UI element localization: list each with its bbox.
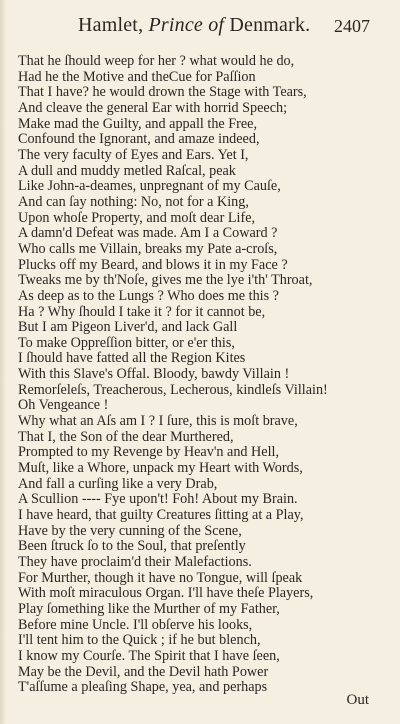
verse-line: That I have? he would drown the Stage with Tears, xyxy=(18,84,307,101)
verse-line: To make Oppreſſion bitter, or e'er this, xyxy=(18,334,235,351)
verse-line: They have proclaim'd their Malefactions. xyxy=(18,554,252,570)
verse-line: I'll tent him to the Quick ; if he but blench, xyxy=(18,632,261,649)
verse-line: Tweaks me by th'Noſe, gives me the lye i'th' Throat, xyxy=(18,272,313,289)
verse-line: Have by the very cunning of the Scene, xyxy=(18,522,242,539)
verse-line: May be the Devil, and the Devil hath Power xyxy=(18,663,269,680)
verse-line: And fall a curſing like a very Drab, xyxy=(18,475,218,492)
verse-line: Upon whoſe Property, and moſt dear Life, xyxy=(18,209,256,226)
verse-line: For Murther, though it have no Tongue, will ſpeak xyxy=(18,569,303,586)
verse-line: Who calls me Villain, breaks my Pate a-croſs, xyxy=(18,240,278,257)
running-head-title: Hamlet, xyxy=(78,14,144,36)
verse-line: Confound the Ignorant, and amaze indeed, xyxy=(18,131,260,148)
verse-line: And cleave the general Ear with horrid Speech; xyxy=(18,99,288,116)
verse-line: A Scullion ---- Fye upon't! Foh! About my Brain. xyxy=(18,491,298,508)
verse-line: Before mine Uncle. I'll obſerve his looks, xyxy=(18,616,253,633)
verse-line: Oh Vengeance ! xyxy=(18,397,109,414)
page-gutter-shadow xyxy=(0,0,6,724)
verse-line: Muſt, like a Whore, unpack my Heart with Words, xyxy=(18,460,303,477)
verse-line: Like John-a-deames, unpregnant of my Cauſe, xyxy=(18,178,281,195)
running-head xyxy=(78,14,310,37)
verse-line: Make mad the Guilty, and appall the Free, xyxy=(18,115,258,132)
verse-line: Play ſomething like the Murther of my Father, xyxy=(18,600,280,617)
verse-line: A dull and muddy metled Raſcal, peak xyxy=(18,162,236,179)
running-head-place: Denmark. xyxy=(229,14,311,36)
page-header xyxy=(0,10,400,44)
verse-text-block xyxy=(18,54,392,696)
verse-line: With this Slave's Offal. Bloody, bawdy Villain ! xyxy=(18,366,290,383)
verse-line: I have heard, that guilty Creatures ſitting at a Play, xyxy=(18,507,304,524)
verse-line: That he ſhould weep for her ? what would he do, xyxy=(18,53,295,69)
verse-line: As deep as to the Lungs ? Who does me this ? xyxy=(18,287,279,304)
verse-line: And can ſay nothing: No, not for a King, xyxy=(18,193,249,210)
verse-line: With moſt miraculous Organ. I'll have theſe Players, xyxy=(18,585,314,602)
catchword: Out xyxy=(346,692,369,708)
verse-line: Prompted to my Revenge by Heav'n and Hell, xyxy=(18,444,280,461)
verse-line: But I am Pigeon Liver'd, and lack Gall xyxy=(18,319,238,336)
verse-line: Why what an Aſs am I ? I ſure, this is moſt brave, xyxy=(18,413,298,430)
verse-line: T'aſſume a pleaſing Shape, yea, and perhaps xyxy=(18,679,268,696)
running-head-italic: Prince of xyxy=(148,14,225,36)
verse-line: That I, the Son of the dear Murthered, xyxy=(18,428,234,445)
verse-line: Plucks off my Beard, and blows it in my Face ? xyxy=(18,256,288,273)
verse-line: Had he the Motive and theCue for Paſſion xyxy=(18,68,256,85)
page-number: 2407 xyxy=(334,16,370,36)
verse-line: Remorſeleſs, Treacherous, Lecherous, kindleſs Villain! xyxy=(18,381,328,398)
verse-line: A damn'd Defeat was made. Am I a Coward ? xyxy=(18,225,278,242)
verse-line: Been ſtruck ſo to the Soul, that preſently xyxy=(18,538,246,555)
verse-line: I ſhould have fatted all the Region Kites xyxy=(18,350,246,367)
verse-line: The very faculty of Eyes and Ears. Yet I, xyxy=(18,146,249,163)
verse-line: Ha ? Why ſhould I take it ? for it cannot be, xyxy=(18,303,266,320)
verse-line: I know my Courſe. The Spirit that I have ſeen, xyxy=(18,647,280,664)
